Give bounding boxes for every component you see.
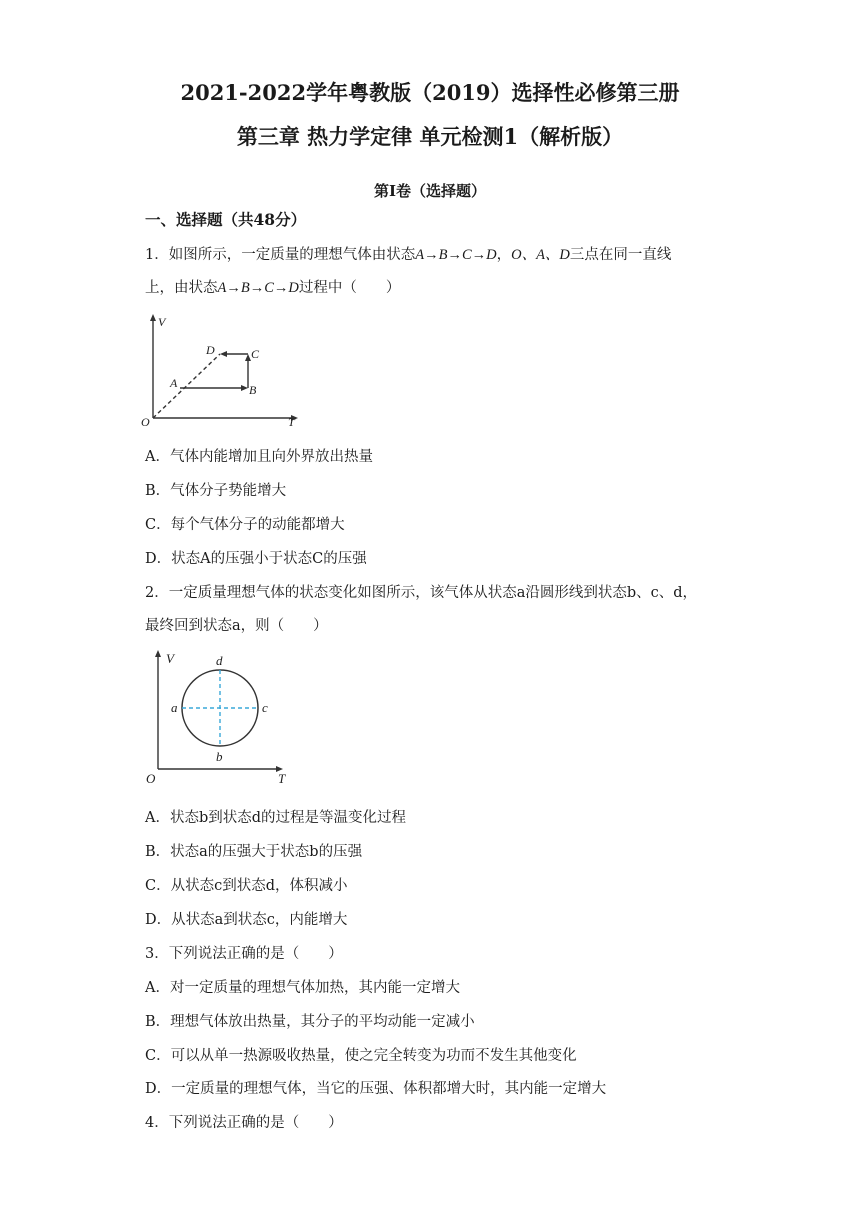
option-letter: C．: [145, 517, 171, 533]
question-text: 一定质量理想气体的状态变化如图所示，该气体从状态a沿圆形线到状态b、c、d，: [168, 585, 698, 601]
option-letter: B．: [145, 483, 171, 499]
option-letter: D．: [145, 551, 172, 567]
question-text: 如图所示，一定质量的理想气体由状态: [168, 247, 416, 263]
option-text: 理想气体放出热量，其分子的平均动能一定减小: [170, 1014, 475, 1030]
option-text: 从状态c到状态d，体积减小: [170, 878, 348, 894]
question-2-option-d: [145, 908, 347, 929]
question-2-option-a: [145, 806, 406, 827]
axis-label-v: V: [166, 651, 174, 666]
vt-diagram-figure-1: [138, 310, 308, 430]
point-label-c: C: [251, 347, 260, 361]
option-text: 可以从单一热源吸收热量，使之完全转变为功而不发生其他变化: [170, 1048, 577, 1064]
axis-label-t: T: [288, 415, 295, 429]
question-number: 2．: [145, 585, 169, 601]
state-path: A→B→C→D: [415, 247, 497, 263]
state-path: A→B→C→D: [217, 280, 299, 296]
question-text: 上，由状态: [145, 280, 218, 296]
point-label-a: a: [171, 700, 178, 715]
collinear-points: O、A、D: [511, 247, 570, 263]
option-text: 每个气体分子的动能都增大: [170, 517, 345, 533]
origin-label: O: [141, 415, 150, 429]
question-1-option-c: [145, 513, 345, 534]
question-2-line1: [145, 581, 697, 602]
option-text: 状态b到状态d的过程是等温变化过程: [169, 810, 407, 826]
question-text: 下列说法正确的是（ ）: [168, 946, 343, 962]
axis-label-v: V: [158, 315, 166, 329]
point-label-c: c: [262, 700, 268, 715]
option-letter: D．: [145, 1081, 172, 1097]
question-1-line2: [145, 276, 400, 297]
section-heading: 一、选择题（共48分）: [145, 210, 307, 229]
option-text: 气体内能增加且向外界放出热量: [169, 449, 373, 465]
dashed-line-oad: [153, 354, 220, 418]
option-letter: C．: [145, 1048, 171, 1064]
option-letter: B．: [145, 1014, 171, 1030]
question-3-option-a: [145, 976, 460, 997]
option-letter: D．: [145, 912, 172, 928]
question-1-option-b: [145, 479, 286, 500]
origin-label: O: [146, 771, 156, 786]
question-3-option-d: [145, 1077, 606, 1098]
question-2-option-c: [145, 874, 348, 895]
option-text: 状态A的压强小于状态C的压强: [171, 551, 367, 567]
question-1-option-d: [145, 547, 367, 568]
vt-circle-figure-2: [140, 645, 300, 790]
question-text: 下列说法正确的是（ ）: [168, 1115, 343, 1131]
volume-heading: 第Ⅰ卷（选择题）: [373, 182, 487, 200]
question-1-option-a: [145, 445, 373, 466]
option-text: 一定质量的理想气体，当它的压强、体积都增大时，其内能一定增大: [171, 1081, 607, 1097]
question-text: ，: [496, 247, 512, 263]
question-number: 3．: [145, 946, 169, 962]
question-number: 1．: [145, 247, 169, 263]
axis-label-t: T: [278, 771, 286, 786]
point-label-b: B: [249, 383, 257, 397]
option-text: 从状态a到状态c，内能增大: [171, 912, 348, 928]
point-label-d: D: [206, 343, 215, 357]
question-3-option-c: [145, 1044, 577, 1065]
option-letter: C．: [145, 878, 171, 894]
question-number: 4．: [145, 1115, 169, 1131]
point-label-b: b: [216, 749, 223, 764]
option-letter: A．: [145, 810, 170, 826]
document-title-line1: 2021-2022学年粤教版（2019）选择性必修第三册: [180, 80, 680, 105]
question-1-line1: [145, 243, 671, 264]
option-text: 气体分子势能增大: [170, 483, 287, 499]
point-label-a: A: [170, 376, 178, 390]
option-text: 对一定质量的理想气体加热，其内能一定增大: [169, 980, 460, 996]
question-2-option-b: [145, 840, 362, 861]
question-3-option-b: [145, 1010, 475, 1031]
question-3-line1: [145, 942, 343, 963]
question-2-line2: 最终回到状态a，则（ ）: [145, 618, 328, 634]
option-letter: B．: [145, 844, 171, 860]
option-letter: A．: [145, 980, 170, 996]
option-text: 状态a的压强大于状态b的压强: [170, 844, 363, 860]
point-label-d: d: [216, 653, 223, 668]
option-letter: A．: [145, 449, 170, 465]
question-4-line1: [145, 1111, 343, 1132]
document-title-line2: 第三章 热力学定律 单元检测1（解析版）: [236, 124, 624, 149]
question-text: 三点在同一直线: [569, 247, 672, 263]
question-text: 过程中（ ）: [298, 280, 401, 296]
